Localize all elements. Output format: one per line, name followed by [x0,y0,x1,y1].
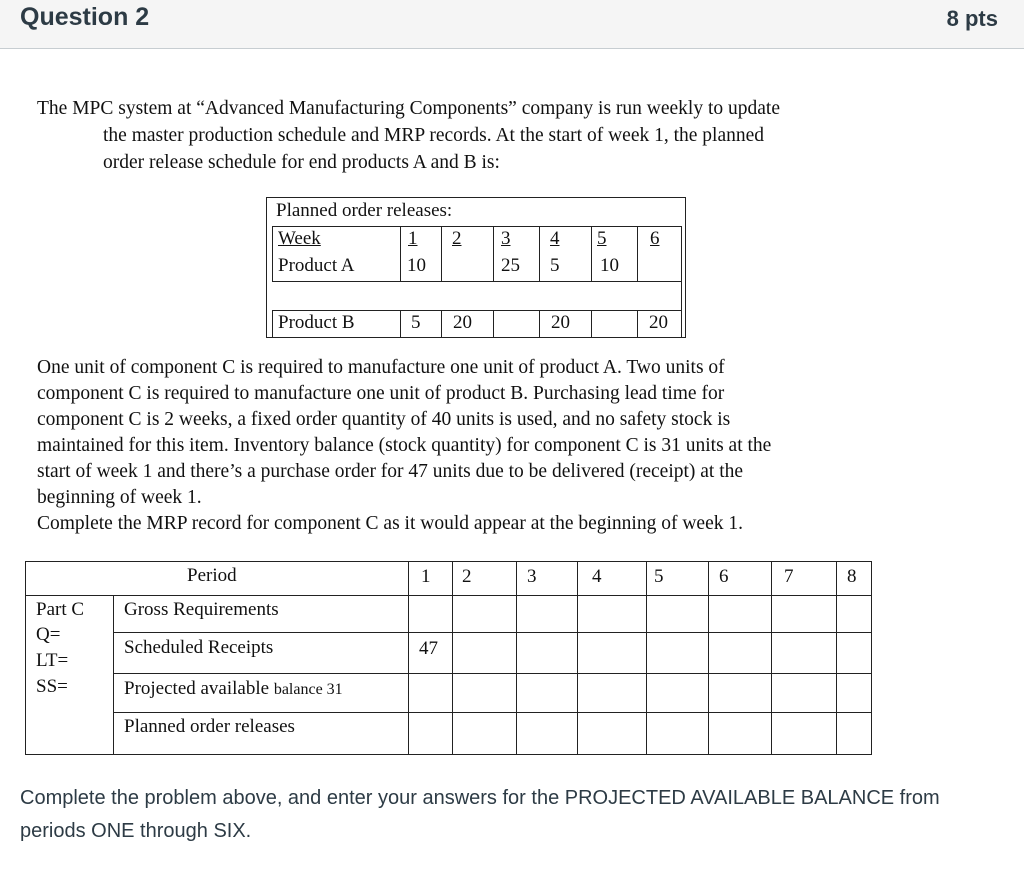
product-a-qty: 25 [501,255,520,276]
table-rule [708,562,709,755]
table-rule [577,562,578,755]
intro-line: order release schedule for end products A and B is: [103,152,500,173]
paragraph-line: component C is required to manufacture one unit of product B. Purchasing lead time for [37,383,725,404]
table-rule [681,226,682,338]
projected-balance-start: balance 31 [273,681,343,698]
question-points: 8 pts [946,6,998,31]
table-rule [113,632,872,633]
table-rule [113,712,872,713]
period-number: 5 [654,566,664,587]
table-rule [441,310,442,338]
table-rule [272,226,273,281]
table-rule [591,226,592,281]
table-rule [400,310,401,338]
paragraph-line: component C is 2 weeks, a fixed order quantity of 40 units is used, and no safety stock is [37,409,731,430]
period-number: 4 [592,566,602,587]
table-rule [400,226,401,281]
table-rule [516,562,517,755]
paragraph-line: start of week 1 and there’s a purchase order for 47 units due to be delivered (receipt) at the [37,461,744,482]
period-label: Period [187,565,237,586]
table-rule [272,310,273,338]
table-rule [771,562,772,755]
product-a-qty: 10 [600,255,619,276]
table-rule [646,562,647,755]
product-b-label: Product B [278,312,355,333]
order-quantity-label: Q= [36,624,61,645]
product-b-qty: 5 [411,312,421,333]
period-number: 6 [719,566,729,587]
scheduled-receipts-label: Scheduled Receipts [124,637,274,658]
paragraph-line: One unit of component C is required to manufacture one unit of product A. Two units of [37,357,725,378]
planned-order-releases-label: Planned order releases [124,716,295,737]
paragraph-line: Complete the MRP record for component C as it would appear at the beginning of week 1. [37,513,743,534]
table-rule [26,595,872,596]
part-label: Part C [36,599,85,620]
table-rule [539,310,540,338]
week-number: 5 [597,228,607,249]
table-rule [441,226,442,281]
week-number: 6 [650,228,660,249]
problem-paragraph [37,355,771,537]
week-number: 4 [550,228,560,249]
paragraph-line: maintained for this item. Inventory balance (stock quantity) for component C is 31 units at the [37,435,772,456]
table-rule [408,562,409,755]
projected-available-balance-label [124,678,343,700]
mrp-record-table [25,561,872,755]
problem-intro [37,95,780,176]
planned-order-releases-table [266,197,686,338]
week-number: 1 [408,228,418,249]
table-rule [113,673,872,674]
safety-stock-label: SS= [36,676,68,697]
table-rule [272,310,681,311]
week-number: 2 [452,228,462,249]
table-rule [836,562,837,755]
week-number: 3 [501,228,511,249]
table-rule [113,595,114,755]
table-rule [493,226,494,281]
gross-requirements-label: Gross Requirements [124,599,279,620]
scheduled-receipt-period-1: 47 [419,638,438,659]
table-rule [452,562,453,755]
question-header [0,0,1024,49]
period-number: 3 [527,566,537,587]
intro-line: the master production schedule and MRP records. At the start of week 1, the planned [103,125,765,146]
product-a-qty: 5 [550,255,560,276]
period-number: 2 [462,566,472,587]
table-rule [272,281,681,282]
table-rule [493,310,494,338]
lead-time-label: LT= [36,650,69,671]
product-b-qty: 20 [551,312,570,333]
table-rule [591,310,592,338]
week-label: Week [278,228,321,249]
period-number: 1 [421,566,431,587]
product-b-qty: 20 [649,312,668,333]
product-b-qty: 20 [453,312,472,333]
product-a-qty: 10 [407,255,426,276]
paragraph-line: beginning of week 1. [37,487,202,508]
table-caption: Planned order releases: [276,200,453,221]
table-rule [272,226,681,227]
product-a-label: Product A [278,255,355,276]
question-title: Question 2 [20,3,150,31]
answer-instructions: Complete the problem above, and enter your answers for the PROJECTED AVAILABLE BALANCE from periods ONE through SIX. [20,787,940,842]
table-rule [637,226,638,281]
intro-line: The MPC system at “Advanced Manufacturing Components” company is run weekly to update [37,98,780,119]
table-rule [539,226,540,281]
period-number: 7 [784,566,794,587]
table-rule [637,310,638,338]
projected-available-text: Projected available [124,678,270,699]
period-number: 8 [847,566,857,587]
